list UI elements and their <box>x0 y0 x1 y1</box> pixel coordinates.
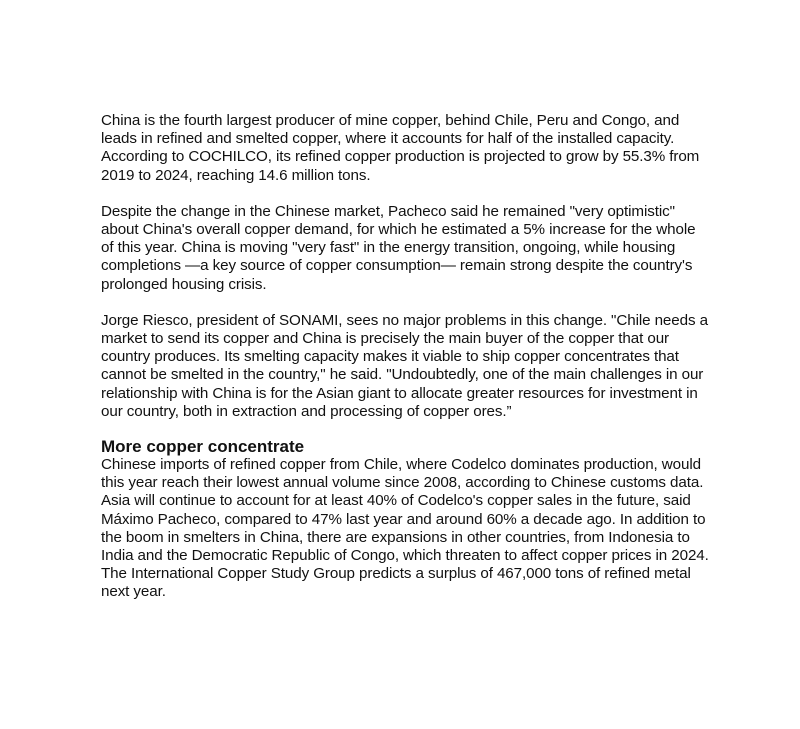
paragraph-sonami-quote: Jorge Riesco, president of SONAMI, sees no major problems in this change. "Chile needs a market to send its copper and China is precisely the main buyer of the copper that our country produces. Its smelting capacity makes it viable to ship copper concentrates that cannot be smelted in the country," he said. "Undoubtedly, one of the main challenges in our relationship with China is for the Asian giant to allocate greater resources for investment in our country, both in extraction and processing of copper ores.” <box>101 311 708 420</box>
paragraph-chinese-demand: Despite the change in the Chinese market, Pacheco said he remained "very optimistic" about China's overall copper demand, for which he estimated a 5% increase for the whole of this year. China is moving "very fast" in the energy transition, ongoing, while housing completions —a key source of copper consumption— remain strong despite the country's prolonged housing crisis. <box>101 202 696 293</box>
paragraph-copper-concentrate: Chinese imports of refined copper from Chile, where Codelco dominates production, would this year reach their lowest annual volume since 2008, according to Chinese customs data. Asia will continue to account for at least 40% of Codelco's copper sales in the future, said Máximo Pacheco, compared to 47% last year and around 60% a decade ago. In addition to the boom in smelters in China, there are expansions in other countries, from Indonesia to India and the Democratic Republic of Congo, which threaten to affect copper prices in 2024. The International Copper Study Group predicts a surplus of 467,000 tons of refined metal next year. <box>101 456 709 601</box>
paragraph-china-production: China is the fourth largest producer of mine copper, behind Chile, Peru and Congo, and leads in refined and smelted copper, where it accounts for half of the installed capacity. According to COCHILCO, its refined copper production is projected to grow by 55.3% from 2019 to 2024, reaching 14.6 million tons. <box>101 112 700 184</box>
section-heading: More copper concentrate <box>101 437 305 457</box>
article-body <box>101 112 711 602</box>
